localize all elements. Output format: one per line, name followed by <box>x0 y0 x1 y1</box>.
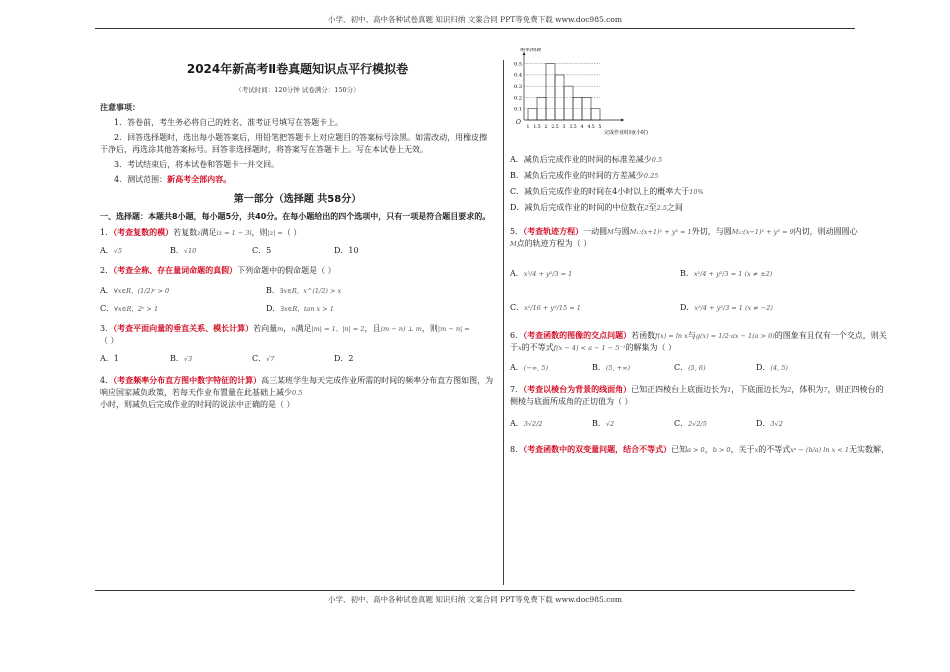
q2-option-b: B．∃x∈R，x^(1/2) > x <box>266 285 342 295</box>
q3-option-a: A．1 <box>100 353 119 363</box>
y-tick-label: 0.3 <box>514 83 522 90</box>
q4-option-a: A．减负后完成作业的时间的标准差减少0.5 <box>510 155 663 164</box>
right-column <box>510 154 890 456</box>
q1-math: |z| = <box>267 228 283 237</box>
page-header: 小学、初中、高中各种试卷真题 知识归纳 文案合同 PPT等免费下载 www.doc985.com <box>328 15 622 24</box>
histogram-bar <box>528 109 537 120</box>
question-6: 6．（考查函数的图像的交点问题）若函数f(x) = ln x与g(x) = 1/2·ax − 1(a > 0)的图象有且仅有一个交点，则关于x的不等式f(x − 4) < a − 1 − 5⁻¹的解集为（ ） <box>510 331 887 352</box>
q7-tag: （考查以棱台为背景的线面角） <box>523 385 632 394</box>
q7-options <box>510 418 890 430</box>
q2-text: 下列命题中的假命题是（ ） <box>237 265 336 275</box>
q4-option-c: C．减负后完成作业的时间在4小时以上的概率大于10% <box>510 187 704 196</box>
q1-math: iz = 1 − 3i <box>216 228 252 237</box>
notice-item-4-scope: 新高考全部内容。 <box>167 174 232 184</box>
x-tick-label: 2.5 <box>551 125 559 130</box>
section1-heading: 一、选择题：本题共8小题，每小题5分，共40分。在每小题给出的四个选项中，只有一项是符合题目要求的。 <box>100 211 491 221</box>
question-8: 8．（考查函数中的双变量问题，结合不等式）已知a > 0，b > 0，关于x的不等式xᵃ − (b/a) ln x < 1无实数解， <box>510 445 889 454</box>
q7-option-d: D．3√2 <box>756 419 783 428</box>
column-divider <box>503 60 504 585</box>
question-1 <box>100 227 495 239</box>
notice-item-2: 2．回答选择题时，选出每小题答案后，用铅笔把答题卡上对应题目的答案标号涂黑。如需改动，用橡皮擦干净后，再选涂其他答案标号。回答非选择题时，将答案写在答题卡上。写在本试卷上无效。 <box>100 132 488 154</box>
x-tick-label: 3 <box>562 125 566 130</box>
q5-tag: （考查轨迹方程） <box>523 227 584 236</box>
histogram-bar <box>564 86 573 120</box>
q3-option-d: D．2 <box>334 353 354 363</box>
q1-option-b: B．√10 <box>170 245 197 255</box>
q1-tag: （考查复数的模） <box>113 227 174 237</box>
x-tick-label: 1.5 <box>533 125 541 130</box>
header-rule <box>95 28 855 29</box>
question-5: 5．（考查轨迹方程）一动圆M与圆M₁:(x+1)² + y² = 1外切，与圆M₂:(x−1)² + y² = 9内切，则动圆圆心 M点的轨迹方程为（ ） <box>510 227 858 248</box>
q7-option-a: A．3√2/2 <box>510 419 543 428</box>
q7-option-c: C．2√2/5 <box>674 419 707 428</box>
q1-option-c: C．5 <box>252 245 272 255</box>
q2-option-a: A．∀x∈R，(1/2)ˣ > 0 <box>100 285 170 295</box>
q4-option-d: D．减负后完成作业的时间的中位数在2至2.5之间 <box>510 203 683 212</box>
q2-tag: （考查全称、存在量词命题的真假） <box>113 265 238 275</box>
x-tick-label: 1 <box>526 125 530 130</box>
q2-option-c: C．∀x∈R，2ˣ > 1 <box>100 303 159 313</box>
q2-num: 2． <box>100 265 114 275</box>
question-3: 3．（考查平面向量的垂直关系、模长计算）若向量m，n满足|m| = 1，|n| = 2，且(m − n) ⊥ m，则|m − n| = （ ） <box>100 323 470 345</box>
histogram-bar <box>591 109 600 120</box>
q2-options-row1 <box>100 285 495 297</box>
q3-options <box>100 353 495 365</box>
q5-options-row1 <box>510 268 890 280</box>
q1-math: z <box>197 228 201 237</box>
notice-heading: 注意事项： <box>100 102 140 112</box>
q8-tag: （考查函数中的双变量问题，结合不等式） <box>523 445 672 454</box>
notice-item-1: 1．答卷前，考生务必将自己的姓名、准考证号填写在答题卡上。 <box>114 117 344 127</box>
q4-tag: （考查频率分布直方图中数字特征的计算） <box>113 375 262 385</box>
notice-item-3: 3．考试结束后，将本试卷和答题卡一并交回。 <box>114 159 280 169</box>
y-tick-label: 0.4 <box>514 72 522 79</box>
question-4: 4．（考查频率分布直方图中数字特征的计算）高三某班学生每天完成作业所需的时间的频率分布直方图如图，为响应国家减负政策，若每天作业布置量在此基础上减少0.5小时，则减负后完成作业的时间的说法中正确的是（ ） <box>100 375 494 409</box>
part1-heading: 第一部分（选择题 共58分） <box>233 193 362 205</box>
q5-option-b: B．x²/4 + y²/3 = 1 (x ≠ ±2) <box>680 269 773 278</box>
q3-option-b: B．√3 <box>170 353 193 363</box>
y-axis-label: 频率/组距 <box>520 48 542 53</box>
q6-option-d: D．(4, 5) <box>756 363 788 372</box>
left-column <box>100 60 495 411</box>
q2-options-row2 <box>100 303 495 315</box>
q2-option-d: D．∃x∈R，tan x > 1 <box>266 303 334 313</box>
q6-tag: （考查函数的图像的交点问题） <box>523 331 632 340</box>
notice-item-4 <box>100 174 495 186</box>
q1-option-a: A．√5 <box>100 245 123 255</box>
q4-option-b: B．减负后完成作业的时间的方差减少0.25 <box>510 171 659 180</box>
q1-text: 满足 <box>200 227 217 237</box>
x-tick-label: 3.5 <box>569 125 577 130</box>
notice-item-4-prefix: 4．测试范围： <box>114 174 168 184</box>
q6-option-c: C．(5, 6) <box>674 363 706 372</box>
q3-blank: （ ） <box>100 335 119 345</box>
histogram-bar <box>546 64 555 120</box>
question-2 <box>100 265 495 277</box>
origin-label: O <box>516 119 521 126</box>
exam-subtitle: （考试时间：120分钟 试卷满分：150分） <box>235 86 360 94</box>
q7-option-b: B．√2 <box>592 419 615 428</box>
q3-tag: （考查平面向量的垂直关系、模长计算） <box>113 323 254 333</box>
q5-options-row2 <box>510 302 890 314</box>
question-7: 7．（考查以棱台为背景的线面角）已知正四棱台上底面边长为1，下底面边长为2，体积为7，则正四棱台的侧棱与底面所成角的正切值为（ ） <box>510 385 884 406</box>
x-tick-label: 4.5 <box>587 125 595 130</box>
q6-options <box>510 362 890 374</box>
q1-num: 1． <box>100 227 114 237</box>
q1-options <box>100 245 495 257</box>
y-tick-label: 0.5 <box>514 61 522 68</box>
y-tick-label: 0.2 <box>514 95 522 102</box>
q6-option-a: A．(−∞, 5) <box>510 363 548 372</box>
q1-text: 若复数 <box>173 227 198 237</box>
q3-option-c: C．√7 <box>252 353 275 363</box>
x-tick-label: 4 <box>580 125 584 130</box>
x-axis-label: 完成作业时间(小时) <box>604 130 648 136</box>
q1-option-d: D．10 <box>334 245 359 255</box>
q6-option-b: B．(5, +∞) <box>592 363 631 372</box>
q5-option-c: C．x²/16 + y²/15 = 1 <box>510 303 581 312</box>
x-axis-arrow <box>621 119 624 122</box>
q1-text: ，则 <box>251 227 268 237</box>
exam-title: 2024年新高考Ⅱ卷真题知识点平行模拟卷 <box>186 62 409 76</box>
histogram-chart <box>510 48 660 138</box>
footer-rule <box>95 590 855 591</box>
q5-option-a: A．x²/4 + y²/3 = 1 <box>510 269 573 278</box>
x-tick-label: 5 <box>598 125 602 130</box>
x-tick-label: 2 <box>544 125 548 130</box>
q5-option-d: D．x²/4 + y²/3 = 1 (x ≠ −2) <box>680 303 773 312</box>
q1-blank: （ ） <box>282 227 302 237</box>
page-footer: 小学、初中、高中各种试卷真题 知识归纳 文案合同 PPT等免费下载 www.doc985.com <box>328 595 622 604</box>
y-tick-label: 0.1 <box>514 106 522 113</box>
